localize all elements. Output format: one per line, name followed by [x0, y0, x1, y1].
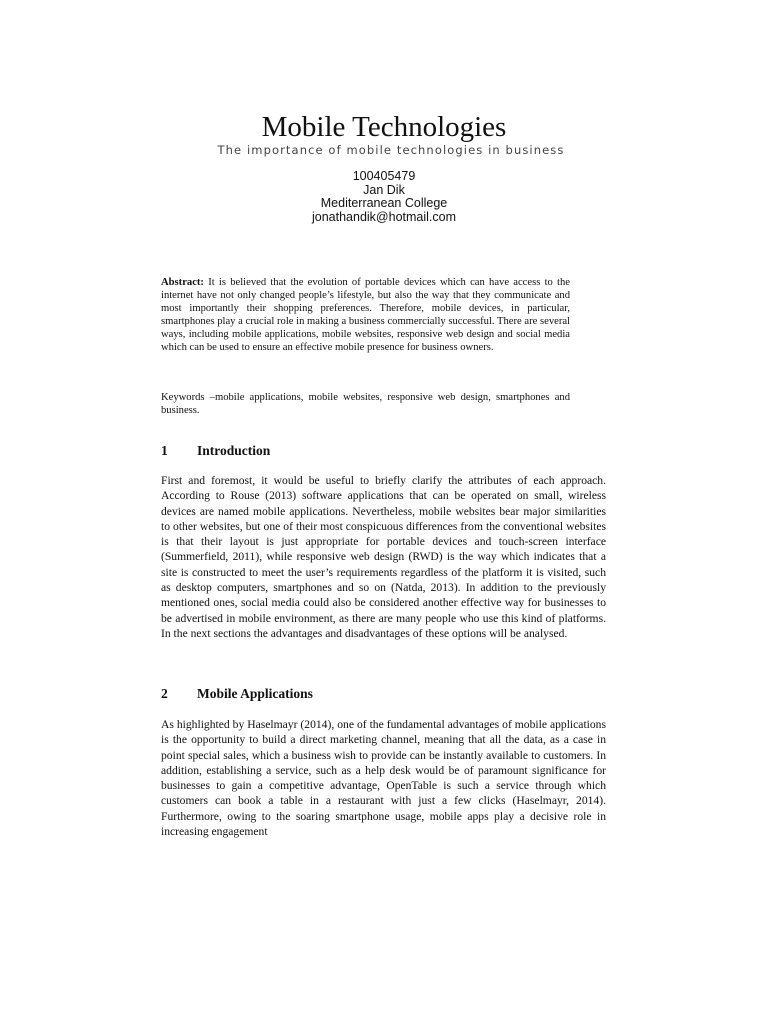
author-name: Jan Dik: [363, 182, 405, 197]
abstract: [161, 277, 570, 354]
author-email: jonathandik@hotmail.com: [311, 210, 456, 225]
abstract-label: Abstract:: [161, 277, 204, 288]
paper-subtitle: The importance of mobile technologies in business: [217, 143, 565, 157]
abstract-text: It is believed that the evolution of portable devices which can have access to the internet have not only changed people’s lifestyle, but also the way that they communicate and most importantly their shopping preferences. Therefore, mobile devices, in particular, smartphones play a crucial role in making a business commercially successful. There are several ways, including mobile applications, mobile websites, responsive web design and social media which can be used to ensure an effective mobile presence for business owners.: [161, 277, 570, 353]
paper-title: Mobile Technologies: [261, 111, 507, 143]
author-block: [0, 170, 768, 225]
student-id: 100405479: [352, 169, 416, 183]
section-number: 1: [161, 443, 168, 458]
author-institution: Mediterranean College: [320, 196, 448, 211]
section-body-mobile-applications: As highlighted by Haselmayr (2014), one of the fundamental advantages of mobile applications is the opportunity to build a direct marketing channel, meaning that all the data, as a case in point special sales, which a business wish to provide can be instantly available to customers. In addition, establishing a service, such as a help desk would be of paramount significance for businesses to gain a competitive advantage, OpenTable is such a service through which customers can book a table in a restaurant with just a few clicks (Haselmayr, 2014). Furthermore, owing to the soaring smartphone usage, mobile apps play a decisive role in increasing engagement: [161, 718, 606, 839]
section-heading-introduction: [161, 443, 270, 459]
section-title: Mobile Applications: [197, 686, 313, 701]
section-number: 2: [161, 686, 168, 701]
section-heading-mobile-applications: [161, 686, 313, 702]
section-title: Introduction: [197, 443, 271, 458]
section-body-introduction: First and foremost, it would be useful to briefly clarify the attributes of each approach. According to Rouse (2013) software applications that can be operated on small, wireless devices are named mobile applications. Nevertheless, mobile websites bear major similarities to other websites, but one of their most conspicuous differences from the conventional websites is that their layout is just appropriate for portable devices and touch-screen interface (Summerfield, 2011), while responsive web design (RWD) is the way which indicates that a site is constructed to meet the user’s requirements regardless of the platform it is visited, such as desktop computers, smartphones and so on (Natda, 2013). In addition to the previously mentioned ones, social media could also be considered another effective way for businesses to be advertised in mobile environment, as there are many people who use this kind of platforms. In the next sections the advantages and disadvantages of these options will be analysed.: [161, 474, 606, 640]
keywords: Keywords –mobile applications, mobile websites, responsive web design, smartphones and business.: [161, 392, 570, 416]
